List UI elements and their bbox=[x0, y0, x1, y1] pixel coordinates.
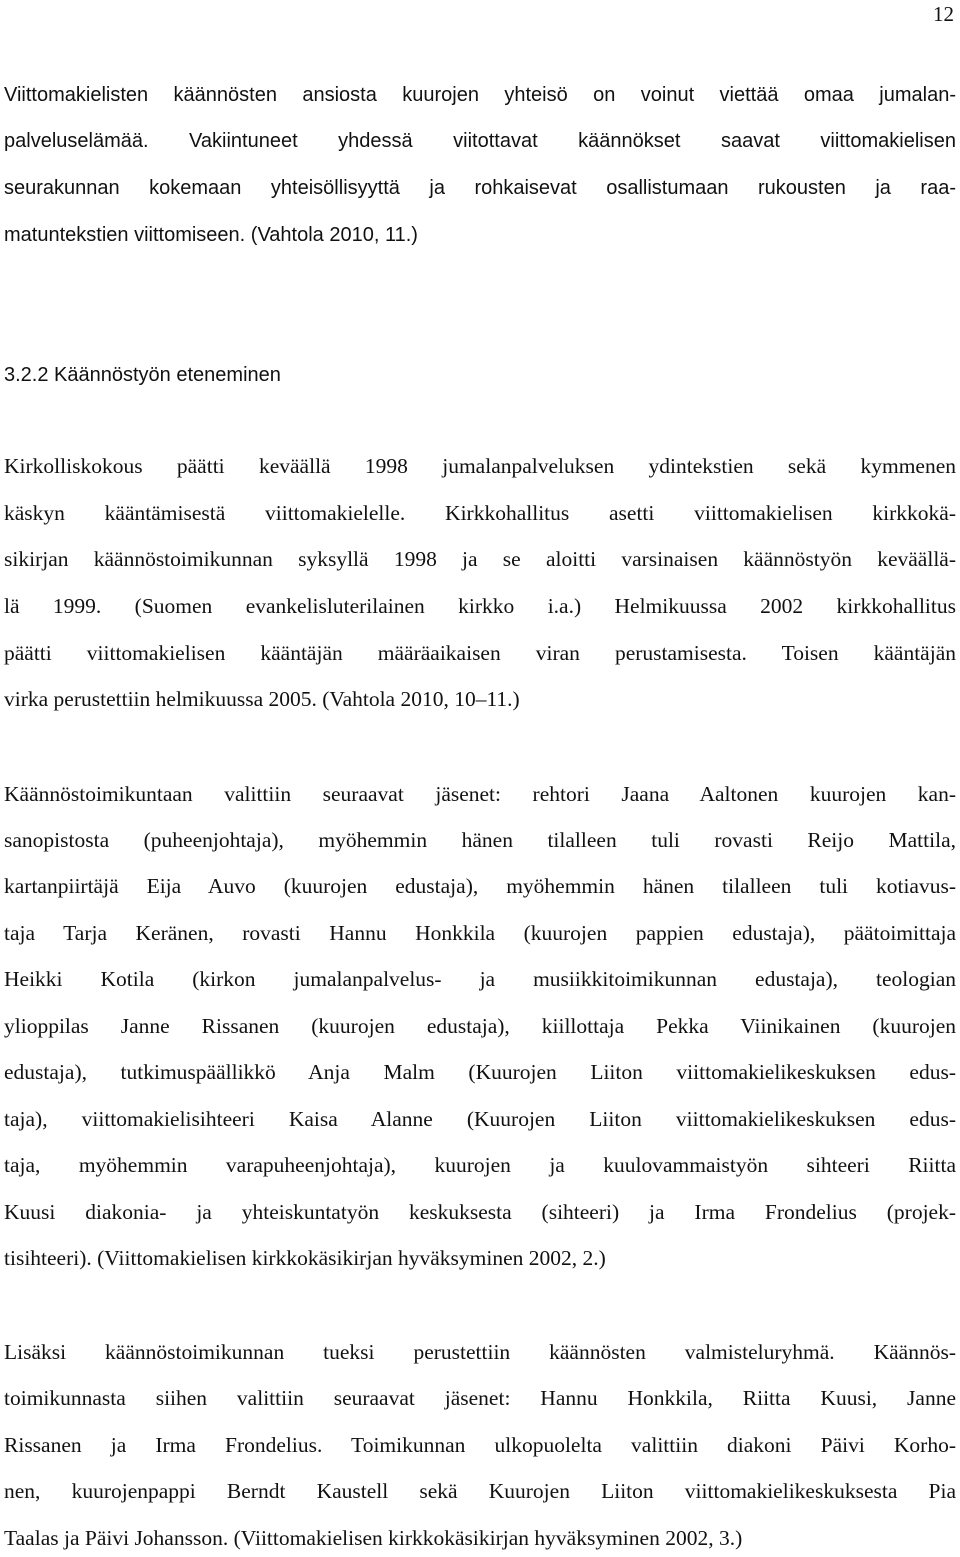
text-line: Kuusi diakonia- ja yhteiskuntatyön keskuksesta (sihteeri) ja Irma Frondelius (projek- bbox=[4, 1200, 956, 1224]
text-line: Rissanen ja Irma Frondelius. Toimikunnan ulkopuolelta valittiin diakoni Päivi Korho- bbox=[4, 1433, 956, 1457]
text-line: käskyn kääntämisestä viittomakielelle. Kirkkohallitus asetti viittomakielisen kirkkokä- bbox=[4, 501, 956, 525]
text-line: nen, kuurojenpappi Berndt Kaustell sekä Kuurojen Liiton viittomakielikeskuksesta Pia bbox=[4, 1479, 956, 1503]
text-line: Kirkolliskokous päätti keväällä 1998 jumalanpalveluksen ydintekstien sekä kymmenen bbox=[4, 454, 956, 478]
text-line: matuntekstien viittomiseen. (Vahtola 2010, 11.) bbox=[4, 224, 418, 246]
text-line: taja Tarja Keränen, rovasti Hannu Honkkila (kuurojen pappien edustaja), päätoimittaja bbox=[4, 921, 956, 945]
section-heading: 3.2.2 Käännöstyön eteneminen bbox=[4, 364, 281, 386]
text-line: edustaja), tutkimuspäällikkö Anja Malm (Kuurojen Liiton viittomakielikeskuksen edus- bbox=[4, 1060, 956, 1084]
text-line: Heikki Kotila (kirkon jumalanpalvelus- ja musiikkitoimikunnan edustaja), teologian bbox=[4, 967, 956, 991]
text-line: Lisäksi käännöstoimikunnan tueksi perustettiin käännösten valmisteluryhmä. Käännös- bbox=[4, 1340, 956, 1364]
text-line: Taalas ja Päivi Johansson. (Viittomakielisen kirkkokäsikirjan hyväksyminen 2002, 3.) bbox=[4, 1526, 743, 1550]
text-line: virka perustettiin helmikuussa 2005. (Vahtola 2010, 10–11.) bbox=[4, 687, 520, 711]
text-line: kartanpiirtäjä Eija Auvo (kuurojen edustaja), myöhemmin hänen tilalleen tuli kotiavus- bbox=[4, 874, 956, 898]
text-line: Käännöstoimikuntaan valittiin seuraavat jäsenet: rehtori Jaana Aaltonen kuurojen kan- bbox=[4, 782, 956, 806]
text-line: taja), viittomakielisihteeri Kaisa Alanne (Kuurojen Liiton viittomakielikeskuksen edus- bbox=[4, 1107, 956, 1131]
text-line: päätti viittomakielisen kääntäjän määräaikaisen viran perustamisesta. Toisen kääntäjän bbox=[4, 641, 956, 665]
text-line: ylioppilas Janne Rissanen (kuurojen edustaja), kiillottaja Pekka Viinikainen (kuurojen bbox=[4, 1014, 956, 1038]
text-line: toimikunnasta siihen valittiin seuraavat jäsenet: Hannu Honkkila, Riitta Kuusi, Janne bbox=[4, 1386, 956, 1410]
text-line: lä 1999. (Suomen evankelisluterilainen kirkko i.a.) Helmikuussa 2002 kirkkohallitus bbox=[4, 594, 956, 618]
text-line: Viittomakielisten käännösten ansiosta kuurojen yhteisö on voinut viettää omaa jumalan- bbox=[4, 84, 956, 106]
text-line: sikirjan käännöstoimikunnan syksyllä 1998 ja se aloitti varsinaisen käännöstyön keväällä- bbox=[4, 547, 956, 571]
text-line: seurakunnan kokemaan yhteisöllisyyttä ja rohkaisevat osallistumaan rukousten ja raa- bbox=[4, 177, 956, 199]
text-line: sanopistosta (puheenjohtaja), myöhemmin hänen tilalleen tuli rovasti Reijo Mattila, bbox=[4, 828, 956, 852]
text-line: palveluselämää. Vakiintuneet yhdessä viitottavat käännökset saavat viittomakielisen bbox=[4, 130, 956, 152]
page-number: 12 bbox=[933, 2, 954, 26]
text-line: taja, myöhemmin varapuheenjohtaja), kuurojen ja kuulovammaistyön sihteeri Riitta bbox=[4, 1153, 956, 1177]
text-line: tisihteeri). (Viittomakielisen kirkkokäsikirjan hyväksyminen 2002, 2.) bbox=[4, 1246, 606, 1270]
